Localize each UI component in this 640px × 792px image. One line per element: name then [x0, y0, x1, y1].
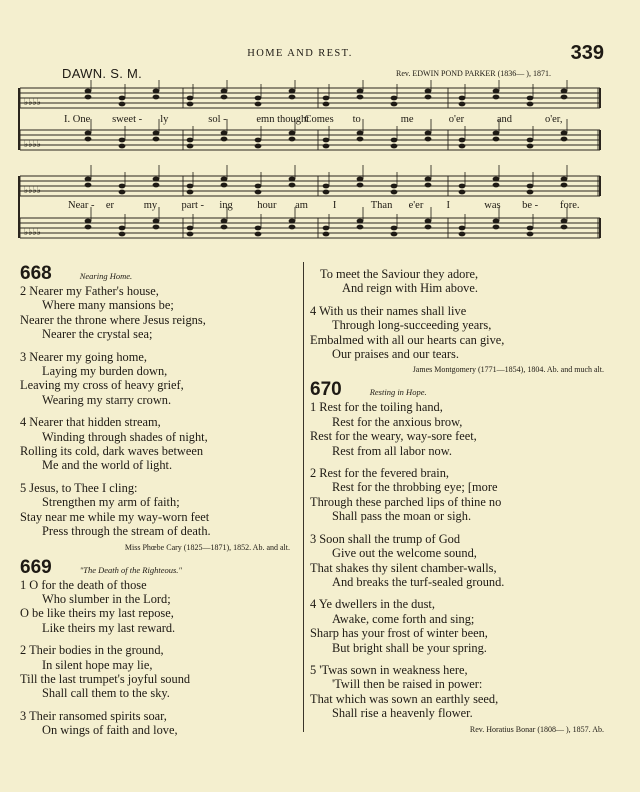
verse-line: 1 O for the death of those	[20, 577, 147, 592]
verse-line: 5 Jesus, to Thee I cling:	[20, 480, 138, 495]
stanza	[20, 415, 296, 473]
verse-line: 4 Nearer that hidden stream,	[20, 415, 161, 430]
stanza	[310, 267, 610, 296]
verse-line: 'Twill then be raised in power:	[332, 677, 483, 692]
lyric-syllable: sol -	[208, 114, 227, 125]
verse-line: 4 Ye dwellers in the dust,	[310, 597, 435, 612]
verse-line: Stay near me while my way-worn feet	[20, 509, 210, 524]
verse-line: In silent hope may lie,	[42, 657, 153, 672]
hymn-number: 669	[20, 556, 52, 578]
verse-line: Wearing my starry crown.	[42, 392, 172, 407]
verse-line: Our praises and our tears.	[332, 347, 459, 362]
verse-line: Like theirs my last reward.	[42, 620, 176, 635]
stanza	[20, 350, 296, 408]
verse-line: Laying my burden down,	[42, 364, 168, 379]
stanza	[20, 481, 296, 539]
hymn-number: 670	[310, 379, 342, 401]
hymn-attribution: Miss Phœbe Cary (1825—1871), 1852. Ab. and alt.	[124, 542, 290, 552]
verse-line: Awake, come forth and sing;	[332, 611, 475, 626]
verse-line: Nearer the throne where Jesus reigns,	[20, 312, 206, 327]
stanza	[310, 304, 610, 362]
verse-line: 4 With us their names shall live	[310, 303, 467, 318]
lyric-syllable: Comes	[304, 114, 334, 125]
svg-text:♭♭♭♭: ♭♭♭♭	[24, 98, 41, 108]
stanza	[20, 643, 296, 701]
lyric-syllable: ing	[219, 200, 233, 211]
running-head: HOME AND REST.	[247, 48, 353, 59]
svg-text:♭♭♭♭: ♭♭♭♭	[24, 140, 41, 150]
verse-line: Shall pass the moan or sigh.	[332, 509, 472, 524]
stanza	[20, 284, 296, 342]
svg-text:♭♭♭♭: ♭♭♭♭	[24, 186, 41, 196]
verse-line: Give out the welcome sound,	[332, 546, 477, 561]
lyric-syllable: I	[446, 200, 450, 211]
hymn-attribution: Rev. Horatius Bonar (1808— ), 1857. Ab.	[469, 724, 604, 734]
stanza	[20, 709, 296, 738]
lyric-syllable: e'er	[408, 200, 424, 211]
hymn-attribution: James Montgomery (1771—1854), 1804. Ab. and much alt.	[412, 365, 604, 375]
lyric-syllable: er	[105, 200, 115, 211]
verse-line: Who slumber in the Lord;	[42, 591, 171, 606]
lyric-syllable: o'er,	[545, 114, 563, 125]
lyric-syllable: o'er	[448, 114, 465, 125]
verse-line: Rest for the anxious brow,	[332, 414, 463, 429]
verse-line: 3 Their ransomed spirits soar,	[20, 708, 167, 723]
hymn-670-heading	[310, 380, 610, 400]
column-divider	[303, 262, 304, 732]
lyric-syllable: Than	[370, 200, 393, 211]
verse-line: Me and the world of light.	[42, 458, 173, 473]
verse-line: Through long-succeeding years,	[332, 318, 492, 333]
hymn-title: Nearing Home.	[79, 271, 133, 281]
lyric-syllable: fore.	[560, 200, 580, 211]
music-score	[18, 80, 618, 250]
lyric-syllable: me	[400, 114, 414, 125]
stanza	[310, 466, 610, 524]
verse-line: Till the last trumpet's joyful sound	[20, 671, 191, 686]
verse-line: Leaving my cross of heavy grief,	[20, 378, 184, 393]
lyric-syllable: hour	[257, 200, 277, 211]
lyric-syllable: to	[352, 114, 361, 125]
hymn-670-stanzas	[310, 400, 610, 720]
lyric-syllable: I. One	[64, 114, 91, 125]
lyric-syllable: and	[496, 114, 513, 125]
hymn-669-stanzas	[20, 578, 296, 738]
hymn-number: 668	[20, 263, 52, 284]
verse-line: 5 'Twas sown in weakness here,	[310, 662, 468, 677]
lyric-syllable: sweet -	[112, 114, 143, 125]
verse-line: O be like theirs my last repose,	[20, 606, 174, 621]
verse-line: 2 Nearer my Father's house,	[20, 284, 159, 298]
verse-line: And breaks the turf-sealed ground.	[332, 574, 505, 589]
right-column	[310, 267, 610, 740]
verse-line: Sharp has your frost of winter been,	[310, 626, 488, 641]
verse-line: 3 Soon shall the trump of God	[310, 531, 461, 546]
svg-text:♭♭♭♭: ♭♭♭♭	[24, 228, 41, 238]
verse-line: Winding through shades of night,	[42, 429, 208, 444]
lyric-syllable: Near -	[68, 200, 95, 211]
verse-line: 2 Rest for the fevered brain,	[310, 466, 449, 481]
stanza	[310, 597, 610, 655]
stanza	[20, 578, 296, 636]
verse-line: But bright shall be your spring.	[332, 640, 487, 655]
hymn-668-heading	[20, 264, 296, 284]
hymn-669-heading	[20, 558, 296, 578]
lyric-syllable: be -	[522, 200, 539, 211]
verse-line: 1 Rest for the toiling hand,	[310, 400, 443, 415]
verse-line: Through these parched lips of thine no	[310, 494, 502, 509]
stanza	[310, 400, 610, 458]
hymn-668-stanzas	[20, 284, 296, 539]
lyric-syllable: was	[484, 200, 501, 211]
verse-line: Rest from all labor now.	[332, 443, 452, 458]
verse-line: Press through the stream of death.	[42, 524, 211, 539]
stanza	[310, 532, 610, 590]
lyric-syllable: am	[295, 200, 308, 211]
lyric-syllable: part -	[181, 200, 204, 211]
lyric-syllable: I	[332, 200, 337, 211]
verse-line: And reign with Him above.	[342, 281, 478, 296]
verse-line: Shall call them to the sky.	[42, 686, 170, 701]
verse-line: To meet the Saviour they adore,	[320, 267, 479, 281]
verse-line: 2 Their bodies in the ground,	[20, 643, 164, 658]
verse-line: Rest for the throbbing eye; [more	[332, 480, 498, 495]
hymn-669-continued	[310, 267, 610, 361]
tune-composer: Rev. EDWIN POND PARKER (1836— ), 1871.	[396, 69, 551, 78]
lyric-syllable: ly	[160, 114, 169, 125]
verse-line: Nearer the crystal sea;	[42, 327, 153, 342]
verse-line: On wings of faith and love,	[42, 723, 178, 738]
verse-line: Rest for the weary, way-sore feet,	[310, 429, 477, 444]
lyric-syllable: my	[143, 200, 158, 211]
lyric-syllable: emn thought	[256, 114, 310, 125]
verse-line: Strengthen my arm of faith;	[42, 495, 180, 510]
tune-name: DAWN. S. M.	[62, 66, 143, 81]
verse-line: Embalmed with all our hearts can give,	[310, 332, 505, 347]
hymn-title: Resting in Hope.	[369, 387, 427, 398]
verse-line: That which was sown an earthly seed,	[310, 691, 499, 706]
verse-line: That shakes thy silent chamber-walls,	[310, 560, 497, 575]
verse-line: Rolling its cold, dark waves between	[20, 444, 204, 459]
left-column	[20, 262, 296, 746]
page-number: 339	[570, 42, 604, 64]
verse-line: Where many mansions be;	[42, 298, 174, 313]
verse-line: 3 Nearer my going home,	[20, 349, 147, 364]
verse-line: Shall rise a heavenly flower.	[332, 706, 473, 721]
hymn-title: "The Death of the Righteous."	[79, 564, 182, 575]
stanza	[310, 663, 610, 721]
